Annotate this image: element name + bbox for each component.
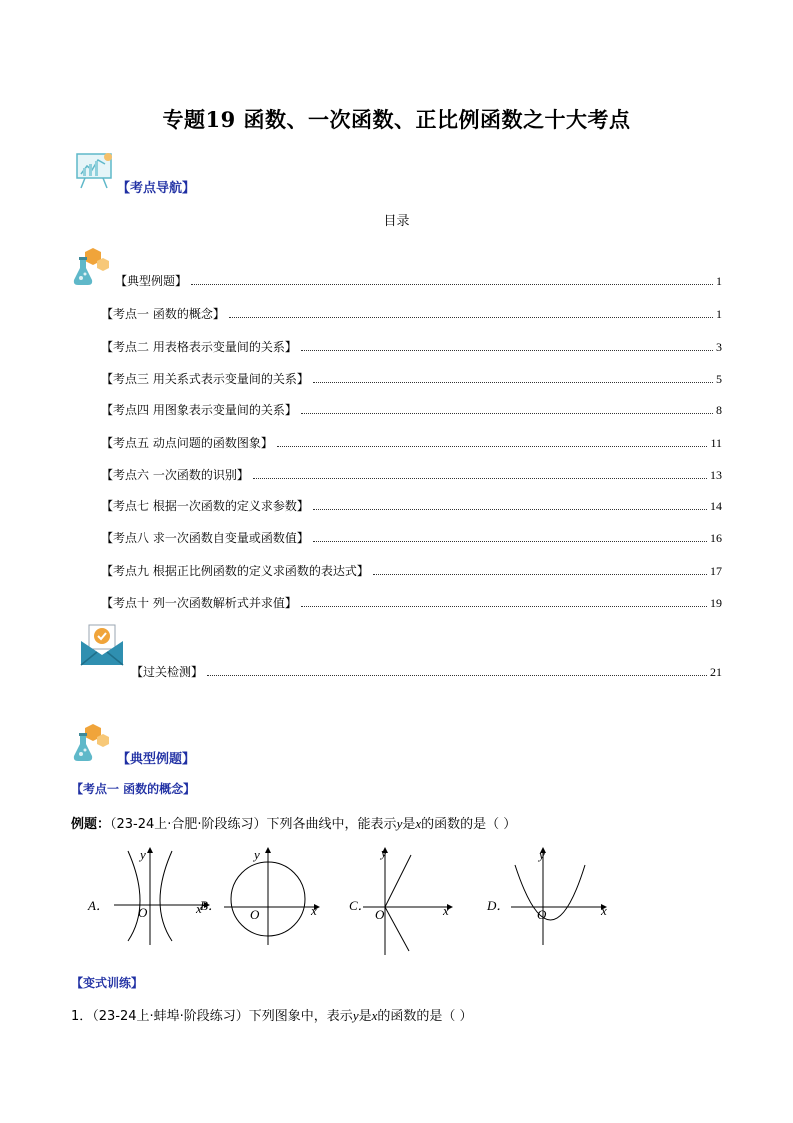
option-label: A．: [88, 898, 109, 913]
flask-icon: [71, 246, 115, 288]
toc-page: 13: [710, 468, 722, 482]
toc-leader: [313, 508, 707, 510]
example-prefix: 例题：: [71, 817, 111, 832]
toc-page: 1: [716, 307, 722, 321]
presentation-board-icon: [73, 150, 115, 190]
toc-page: 8: [716, 403, 722, 417]
toc-leader: [277, 445, 708, 447]
point-heading: 【考点一 函数的概念】: [71, 782, 196, 796]
flask-icon: [71, 722, 115, 764]
var-y: y: [352, 1008, 359, 1023]
toc-label: 【典型例题】: [115, 274, 188, 288]
toc-label: 【考点四 用图象表示变量间的关系】: [101, 403, 297, 417]
example-text: 的函数的是（ ）: [421, 817, 517, 832]
toc-leader: [207, 674, 707, 676]
page-title: 专题19 函数、一次函数、正比例函数之十大考点: [162, 107, 631, 132]
section-heading: 【典型例题】: [117, 752, 196, 767]
axis-y-label: y: [254, 847, 260, 862]
axis-y-label: y: [539, 847, 545, 862]
toc-title: 目录: [383, 214, 410, 229]
option-c[interactable]: [349, 845, 459, 955]
toc-label: 【过关检测】: [131, 665, 204, 679]
toc-page: 11: [710, 436, 722, 450]
question-text: 是: [358, 1009, 372, 1024]
question-text: 1．（23-24上·蚌埠·阶段练习）下列图象中，表示: [71, 1009, 353, 1024]
example-question: [71, 813, 516, 832]
option-label: B．: [200, 898, 221, 913]
axis-x-label: x: [311, 903, 317, 918]
question-text: 的函数的是（ ）: [377, 1009, 473, 1024]
toc-row-point5[interactable]: [101, 434, 722, 450]
toc-page: 16: [710, 531, 722, 545]
option-d[interactable]: [487, 845, 612, 945]
toc-leader: [313, 381, 713, 383]
toc-page: 5: [716, 372, 722, 386]
toc-page: 3: [716, 340, 722, 354]
toc-label: 【考点七 根据一次函数的定义求参数】: [101, 499, 309, 513]
option-b[interactable]: [200, 845, 330, 945]
toc-leader: [313, 540, 707, 542]
toc-leader: [301, 412, 713, 414]
toc-label: 【考点九 根据正比例函数的定义求函数的表达式】: [101, 564, 369, 578]
toc-row-point8[interactable]: [101, 529, 722, 545]
variant-heading: 【变式训练】: [71, 976, 144, 990]
option-label: D．: [487, 898, 510, 913]
toc-leader: [253, 477, 707, 479]
question-1: [71, 1005, 473, 1024]
var-y: y: [396, 816, 403, 831]
toc-label: 【考点三 用关系式表示变量间的关系】: [101, 372, 309, 386]
toc-page: 1: [716, 274, 722, 288]
graph-parabola: [509, 845, 609, 945]
toc-page: 17: [710, 564, 722, 578]
toc-leader: [373, 573, 707, 575]
toc-row-point4[interactable]: [101, 401, 722, 417]
var-x: x: [415, 816, 422, 831]
toc-row-check[interactable]: [131, 663, 722, 679]
toc-row-point3[interactable]: [101, 370, 722, 386]
toc-page: 19: [710, 596, 722, 610]
example-text: 是: [402, 817, 416, 832]
toc-leader: [301, 605, 707, 607]
toc-label: 【考点十 列一次函数解析式并求值】: [101, 596, 297, 610]
toc-row-point10[interactable]: [101, 594, 722, 610]
toc-leader: [301, 349, 713, 351]
graph-two-rays: [359, 845, 455, 955]
graph-circle: [220, 845, 320, 945]
toc-row-point2[interactable]: [101, 338, 722, 354]
checklist-envelope-icon: [79, 623, 125, 667]
origin-label: O: [250, 907, 260, 922]
toc-page: 14: [710, 499, 722, 513]
option-a[interactable]: [88, 845, 208, 945]
var-x: x: [371, 1008, 378, 1023]
graph-hyperbola-horizontal: [110, 845, 210, 945]
example-text: （23-24上·合肥·阶段练习）下列各曲线中，能表示: [110, 817, 397, 832]
axis-x-label: x: [196, 901, 202, 916]
toc-label: 【考点五 动点问题的函数图象】: [101, 436, 273, 450]
toc-row-point1[interactable]: [101, 305, 722, 321]
option-label: C．: [349, 898, 371, 913]
toc-leader: [191, 283, 713, 285]
origin-label: O: [375, 907, 385, 922]
toc-row-point7[interactable]: [101, 497, 722, 513]
toc-row-typical[interactable]: [115, 272, 722, 288]
origin-label: O: [138, 905, 148, 920]
toc-label: 【考点二 用表格表示变量间的关系】: [101, 340, 297, 354]
axis-x-label: x: [601, 903, 607, 918]
axis-y-label: y: [381, 845, 387, 860]
origin-label: O: [537, 907, 547, 922]
nav-heading: 【考点导航】: [117, 181, 196, 196]
toc-page: 21: [710, 665, 722, 679]
axis-y-label: y: [140, 847, 146, 862]
toc-leader: [229, 316, 713, 318]
toc-label: 【考点八 求一次函数自变量或函数值】: [101, 531, 309, 545]
toc-label: 【考点六 一次函数的识别】: [101, 468, 249, 482]
toc-label: 【考点一 函数的概念】: [101, 307, 225, 321]
toc-row-point6[interactable]: [101, 466, 722, 482]
axis-x-label: x: [443, 903, 449, 918]
toc-row-point9[interactable]: [101, 562, 722, 578]
